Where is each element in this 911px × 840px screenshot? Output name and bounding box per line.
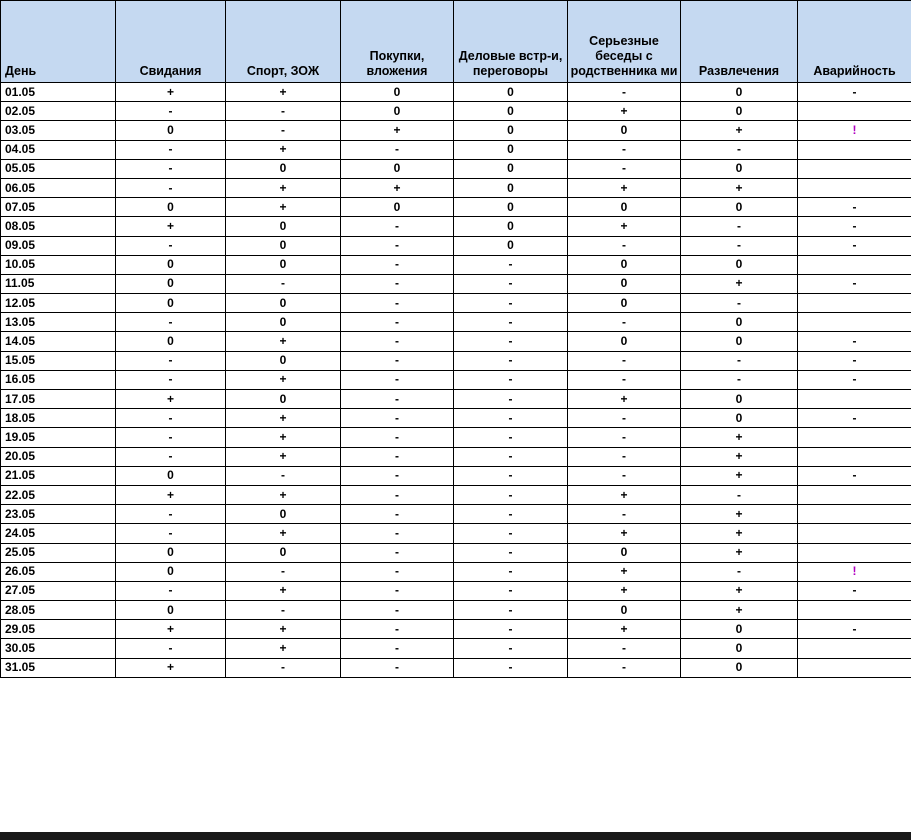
cell-talks[interactable]: 0 <box>568 198 681 217</box>
table-row <box>1 140 911 159</box>
cell-business[interactable]: 0 <box>454 198 568 217</box>
cell-day[interactable]: 25.05 <box>1 543 116 562</box>
cell-shopping[interactable]: - <box>341 390 454 409</box>
cell-dates[interactable]: - <box>116 102 226 121</box>
cell-fun[interactable]: + <box>681 543 798 562</box>
header-dates[interactable]: Свидания <box>116 1 226 83</box>
cell-dates[interactable]: 0 <box>116 294 226 313</box>
cell-sport[interactable]: + <box>226 409 341 428</box>
cell-shopping[interactable]: - <box>341 505 454 524</box>
cell-fun[interactable]: + <box>681 447 798 466</box>
cell-fun[interactable]: + <box>681 601 798 620</box>
cell-business[interactable]: 0 <box>454 178 568 197</box>
cell-shopping[interactable]: - <box>341 140 454 159</box>
cell-accidents[interactable]: - <box>798 370 911 389</box>
cell-sport[interactable]: 0 <box>226 351 341 370</box>
cell-shopping[interactable]: - <box>341 274 454 293</box>
cell-dates[interactable]: + <box>116 390 226 409</box>
cell-day[interactable]: 22.05 <box>1 485 116 504</box>
cell-shopping[interactable]: 0 <box>341 83 454 102</box>
cell-accidents[interactable]: - <box>798 236 911 255</box>
cell-sport[interactable]: - <box>226 601 341 620</box>
cell-business[interactable]: - <box>454 562 568 581</box>
table-row <box>1 505 911 524</box>
table-row <box>1 620 911 639</box>
cell-shopping[interactable]: - <box>341 466 454 485</box>
header-accidents[interactable]: Аварийность <box>798 1 911 83</box>
cell-talks[interactable]: - <box>568 351 681 370</box>
cell-shopping[interactable]: - <box>341 524 454 543</box>
cell-dates[interactable]: - <box>116 524 226 543</box>
cell-talks[interactable]: - <box>568 313 681 332</box>
cell-shopping[interactable]: - <box>341 428 454 447</box>
header-talks[interactable]: Серьезные беседы с родственника ми <box>568 1 681 83</box>
cell-dates[interactable]: - <box>116 639 226 658</box>
cell-sport[interactable]: + <box>226 370 341 389</box>
cell-fun[interactable]: - <box>681 217 798 236</box>
cell-fun[interactable]: - <box>681 351 798 370</box>
cell-sport[interactable]: + <box>226 639 341 658</box>
table-row <box>1 485 911 504</box>
cell-dates[interactable]: - <box>116 178 226 197</box>
cell-fun[interactable]: 0 <box>681 83 798 102</box>
cell-business[interactable]: - <box>454 658 568 677</box>
cell-fun[interactable]: 0 <box>681 620 798 639</box>
cell-fun[interactable]: - <box>681 294 798 313</box>
cell-accidents[interactable]: - <box>798 409 911 428</box>
cell-dates[interactable]: - <box>116 140 226 159</box>
cell-day[interactable]: 18.05 <box>1 409 116 428</box>
cell-day[interactable]: 03.05 <box>1 121 116 140</box>
cell-talks[interactable]: - <box>568 447 681 466</box>
cell-talks[interactable]: - <box>568 370 681 389</box>
table-row <box>1 351 911 370</box>
table-row <box>1 447 911 466</box>
cell-business[interactable]: - <box>454 313 568 332</box>
cell-dates[interactable]: - <box>116 581 226 600</box>
header-fun[interactable]: Развлечения <box>681 1 798 83</box>
cell-fun[interactable]: 0 <box>681 390 798 409</box>
cell-business[interactable]: - <box>454 485 568 504</box>
header-business[interactable]: Деловые встр-и, переговоры <box>454 1 568 83</box>
cell-talks[interactable]: + <box>568 524 681 543</box>
table-row <box>1 543 911 562</box>
cell-business[interactable]: - <box>454 620 568 639</box>
cell-accidents[interactable] <box>798 485 911 504</box>
cell-accidents[interactable] <box>798 294 911 313</box>
cell-dates[interactable]: + <box>116 217 226 236</box>
cell-accidents[interactable]: ! <box>798 121 911 140</box>
cell-fun[interactable]: + <box>681 274 798 293</box>
cell-fun[interactable]: - <box>681 140 798 159</box>
cell-shopping[interactable]: - <box>341 658 454 677</box>
cell-business[interactable]: 0 <box>454 236 568 255</box>
cell-day[interactable]: 27.05 <box>1 581 116 600</box>
cell-day[interactable]: 15.05 <box>1 351 116 370</box>
cell-dates[interactable]: 0 <box>116 562 226 581</box>
cell-shopping[interactable]: - <box>341 620 454 639</box>
cell-talks[interactable]: - <box>568 83 681 102</box>
cell-accidents[interactable] <box>798 639 911 658</box>
cell-day[interactable]: 28.05 <box>1 601 116 620</box>
cell-sport[interactable]: - <box>226 658 341 677</box>
cell-talks[interactable]: - <box>568 140 681 159</box>
cell-accidents[interactable]: - <box>798 217 911 236</box>
bottom-bar <box>0 832 911 840</box>
cell-shopping[interactable]: - <box>341 255 454 274</box>
header-shopping[interactable]: Покупки, вложения <box>341 1 454 83</box>
cell-business[interactable]: - <box>454 351 568 370</box>
cell-dates[interactable]: - <box>116 409 226 428</box>
cell-talks[interactable]: - <box>568 428 681 447</box>
cell-business[interactable]: - <box>454 274 568 293</box>
table-row <box>1 159 911 178</box>
cell-sport[interactable]: - <box>226 102 341 121</box>
cell-day[interactable]: 10.05 <box>1 255 116 274</box>
cell-dates[interactable]: 0 <box>116 466 226 485</box>
cell-fun[interactable]: + <box>681 581 798 600</box>
cell-shopping[interactable]: + <box>341 178 454 197</box>
cell-business[interactable]: 0 <box>454 83 568 102</box>
cell-day[interactable]: 16.05 <box>1 370 116 389</box>
cell-day[interactable]: 31.05 <box>1 658 116 677</box>
cell-talks[interactable]: + <box>568 217 681 236</box>
cell-shopping[interactable]: - <box>341 351 454 370</box>
cell-day[interactable]: 12.05 <box>1 294 116 313</box>
cell-accidents[interactable]: - <box>798 466 911 485</box>
cell-business[interactable]: - <box>454 543 568 562</box>
cell-fun[interactable]: 0 <box>681 159 798 178</box>
cell-sport[interactable]: + <box>226 83 341 102</box>
cell-fun[interactable]: - <box>681 562 798 581</box>
cell-sport[interactable]: + <box>226 178 341 197</box>
cell-day[interactable]: 30.05 <box>1 639 116 658</box>
table-row <box>1 294 911 313</box>
cell-sport[interactable]: 0 <box>226 313 341 332</box>
table-row <box>1 178 911 197</box>
cell-shopping[interactable]: - <box>341 639 454 658</box>
cell-accidents[interactable]: - <box>798 332 911 351</box>
cell-talks[interactable]: + <box>568 390 681 409</box>
cell-accidents[interactable] <box>798 313 911 332</box>
cell-accidents[interactable] <box>798 140 911 159</box>
cell-talks[interactable]: + <box>568 581 681 600</box>
cell-day[interactable]: 08.05 <box>1 217 116 236</box>
cell-dates[interactable]: - <box>116 159 226 178</box>
cell-dates[interactable]: 0 <box>116 274 226 293</box>
cell-accidents[interactable]: - <box>798 83 911 102</box>
cell-shopping[interactable]: + <box>341 121 454 140</box>
cell-dates[interactable]: - <box>116 351 226 370</box>
cell-fun[interactable]: + <box>681 505 798 524</box>
cell-talks[interactable]: 0 <box>568 294 681 313</box>
cell-sport[interactable]: 0 <box>226 294 341 313</box>
cell-shopping[interactable]: - <box>341 485 454 504</box>
cell-dates[interactable]: - <box>116 505 226 524</box>
cell-sport[interactable]: + <box>226 447 341 466</box>
cell-business[interactable]: - <box>454 428 568 447</box>
cell-day[interactable]: 09.05 <box>1 236 116 255</box>
cell-sport[interactable]: 0 <box>226 217 341 236</box>
cell-talks[interactable]: + <box>568 562 681 581</box>
cell-business[interactable]: 0 <box>454 121 568 140</box>
cell-sport[interactable]: 0 <box>226 543 341 562</box>
cell-shopping[interactable]: - <box>341 332 454 351</box>
cell-accidents[interactable] <box>798 524 911 543</box>
cell-sport[interactable]: - <box>226 466 341 485</box>
cell-fun[interactable]: 0 <box>681 313 798 332</box>
cell-accidents[interactable]: - <box>798 351 911 370</box>
cell-shopping[interactable]: - <box>341 236 454 255</box>
table-row <box>1 581 911 600</box>
cell-sport[interactable]: 0 <box>226 159 341 178</box>
cell-accidents[interactable] <box>798 428 911 447</box>
cell-shopping[interactable]: 0 <box>341 198 454 217</box>
table-row <box>1 466 911 485</box>
cell-talks[interactable]: + <box>568 178 681 197</box>
cell-accidents[interactable] <box>798 178 911 197</box>
cell-sport[interactable]: + <box>226 140 341 159</box>
cell-shopping[interactable]: - <box>341 543 454 562</box>
cell-sport[interactable]: - <box>226 274 341 293</box>
header-sport[interactable]: Спорт, ЗОЖ <box>226 1 341 83</box>
table-row-last <box>1 658 911 677</box>
cell-accidents[interactable] <box>798 102 911 121</box>
cell-sport[interactable]: + <box>226 485 341 504</box>
cell-fun[interactable]: + <box>681 428 798 447</box>
cell-talks[interactable]: 0 <box>568 274 681 293</box>
cell-business[interactable]: 0 <box>454 140 568 159</box>
cell-business[interactable]: - <box>454 255 568 274</box>
cell-business[interactable]: - <box>454 601 568 620</box>
cell-shopping[interactable]: - <box>341 581 454 600</box>
cell-accidents[interactable] <box>798 390 911 409</box>
cell-dates[interactable]: + <box>116 485 226 504</box>
cell-sport[interactable]: + <box>226 332 341 351</box>
table-row <box>1 217 911 236</box>
cell-dates[interactable]: - <box>116 428 226 447</box>
cell-business[interactable]: - <box>454 466 568 485</box>
cell-day[interactable]: 14.05 <box>1 332 116 351</box>
table-row <box>1 390 911 409</box>
cell-sport[interactable]: + <box>226 198 341 217</box>
header-day[interactable]: День <box>1 1 116 83</box>
cell-talks[interactable]: - <box>568 505 681 524</box>
cell-talks[interactable]: 0 <box>568 543 681 562</box>
cell-business[interactable]: - <box>454 409 568 428</box>
table-row <box>1 639 911 658</box>
table-row <box>1 562 911 581</box>
cell-business[interactable]: - <box>454 390 568 409</box>
cell-accidents[interactable] <box>798 601 911 620</box>
cell-sport[interactable]: 0 <box>226 236 341 255</box>
cell-day[interactable]: 19.05 <box>1 428 116 447</box>
table-row <box>1 370 911 389</box>
table-row <box>1 601 911 620</box>
cell-business[interactable]: - <box>454 447 568 466</box>
cell-accidents[interactable] <box>798 447 911 466</box>
cell-dates[interactable]: 0 <box>116 543 226 562</box>
cell-sport[interactable]: + <box>226 524 341 543</box>
cell-dates[interactable]: + <box>116 83 226 102</box>
cell-dates[interactable]: + <box>116 620 226 639</box>
cell-dates[interactable]: 0 <box>116 255 226 274</box>
cell-business[interactable]: - <box>454 524 568 543</box>
table-row <box>1 428 911 447</box>
table-row <box>1 198 911 217</box>
cell-business[interactable]: - <box>454 294 568 313</box>
cell-day[interactable]: 02.05 <box>1 102 116 121</box>
cell-accidents[interactable] <box>798 159 911 178</box>
cell-shopping[interactable]: 0 <box>341 159 454 178</box>
cell-accidents[interactable] <box>798 543 911 562</box>
cell-talks[interactable]: 0 <box>568 332 681 351</box>
cell-talks[interactable]: - <box>568 639 681 658</box>
cell-fun[interactable]: - <box>681 370 798 389</box>
cell-fun[interactable]: + <box>681 524 798 543</box>
cell-business[interactable]: 0 <box>454 102 568 121</box>
cell-accidents[interactable]: - <box>798 274 911 293</box>
cell-business[interactable]: - <box>454 639 568 658</box>
cell-day[interactable]: 01.05 <box>1 83 116 102</box>
cell-day[interactable]: 17.05 <box>1 390 116 409</box>
cell-fun[interactable]: - <box>681 236 798 255</box>
cell-talks[interactable]: + <box>568 102 681 121</box>
cell-talks[interactable]: + <box>568 620 681 639</box>
cell-accidents[interactable]: ! <box>798 562 911 581</box>
cell-fun[interactable]: - <box>681 485 798 504</box>
cell-fun[interactable]: + <box>681 178 798 197</box>
cell-fun[interactable]: 0 <box>681 639 798 658</box>
cell-sport[interactable]: + <box>226 428 341 447</box>
cell-day[interactable]: 29.05 <box>1 620 116 639</box>
cell-fun[interactable]: 0 <box>681 658 798 677</box>
cell-fun[interactable]: 0 <box>681 102 798 121</box>
cell-shopping[interactable]: - <box>341 370 454 389</box>
table-row <box>1 102 911 121</box>
cell-accidents[interactable]: - <box>798 198 911 217</box>
table-row <box>1 332 911 351</box>
cell-shopping[interactable]: - <box>341 601 454 620</box>
cell-fun[interactable]: 0 <box>681 255 798 274</box>
cell-fun[interactable]: + <box>681 466 798 485</box>
cell-accidents[interactable] <box>798 255 911 274</box>
table-row <box>1 83 911 102</box>
cell-day[interactable]: 23.05 <box>1 505 116 524</box>
table-row <box>1 121 911 140</box>
cell-dates[interactable]: 0 <box>116 601 226 620</box>
cell-shopping[interactable]: - <box>341 217 454 236</box>
cell-talks[interactable]: 0 <box>568 255 681 274</box>
cell-talks[interactable]: - <box>568 658 681 677</box>
table-row <box>1 409 911 428</box>
table-body <box>1 83 911 678</box>
cell-day[interactable]: 24.05 <box>1 524 116 543</box>
cell-day[interactable]: 06.05 <box>1 178 116 197</box>
cell-day[interactable]: 04.05 <box>1 140 116 159</box>
cell-dates[interactable]: 0 <box>116 198 226 217</box>
cell-business[interactable]: 0 <box>454 159 568 178</box>
cell-talks[interactable]: 0 <box>568 601 681 620</box>
cell-business[interactable]: - <box>454 370 568 389</box>
cell-business[interactable]: - <box>454 581 568 600</box>
table-row <box>1 274 911 293</box>
cell-fun[interactable]: 0 <box>681 409 798 428</box>
cell-day[interactable]: 20.05 <box>1 447 116 466</box>
cell-day[interactable]: 26.05 <box>1 562 116 581</box>
cell-shopping[interactable]: - <box>341 409 454 428</box>
cell-business[interactable]: - <box>454 505 568 524</box>
cell-dates[interactable]: 0 <box>116 332 226 351</box>
cell-day[interactable]: 21.05 <box>1 466 116 485</box>
cell-sport[interactable]: + <box>226 581 341 600</box>
cell-business[interactable]: - <box>454 332 568 351</box>
cell-day[interactable]: 11.05 <box>1 274 116 293</box>
cell-dates[interactable]: - <box>116 370 226 389</box>
cell-shopping[interactable]: 0 <box>341 102 454 121</box>
table-row <box>1 313 911 332</box>
cell-dates[interactable]: - <box>116 313 226 332</box>
table-row <box>1 255 911 274</box>
cell-business[interactable]: 0 <box>454 217 568 236</box>
cell-sport[interactable]: 0 <box>226 505 341 524</box>
cell-dates[interactable]: + <box>116 658 226 677</box>
cell-sport[interactable]: + <box>226 620 341 639</box>
cell-accidents[interactable]: - <box>798 581 911 600</box>
header-row <box>1 1 911 83</box>
cell-shopping[interactable]: - <box>341 294 454 313</box>
cell-talks[interactable]: - <box>568 409 681 428</box>
cell-shopping[interactable]: - <box>341 562 454 581</box>
cell-sport[interactable]: 0 <box>226 255 341 274</box>
cell-day[interactable]: 13.05 <box>1 313 116 332</box>
cell-dates[interactable]: - <box>116 236 226 255</box>
cell-accidents[interactable]: - <box>798 620 911 639</box>
cell-sport[interactable]: - <box>226 121 341 140</box>
cell-talks[interactable]: - <box>568 236 681 255</box>
cell-shopping[interactable]: - <box>341 313 454 332</box>
table-row <box>1 236 911 255</box>
cell-dates[interactable]: 0 <box>116 121 226 140</box>
cell-talks[interactable]: - <box>568 466 681 485</box>
cell-day[interactable]: 05.05 <box>1 159 116 178</box>
cell-shopping[interactable]: - <box>341 447 454 466</box>
cell-talks[interactable]: + <box>568 485 681 504</box>
cell-fun[interactable]: 0 <box>681 332 798 351</box>
cell-day[interactable]: 07.05 <box>1 198 116 217</box>
cell-accidents[interactable] <box>798 505 911 524</box>
cell-accidents[interactable] <box>798 658 911 677</box>
cell-dates[interactable]: - <box>116 447 226 466</box>
cell-talks[interactable]: - <box>568 159 681 178</box>
cell-sport[interactable]: - <box>226 562 341 581</box>
cell-fun[interactable]: 0 <box>681 198 798 217</box>
cell-talks[interactable]: 0 <box>568 121 681 140</box>
cell-fun[interactable]: + <box>681 121 798 140</box>
cell-sport[interactable]: 0 <box>226 390 341 409</box>
table-row <box>1 524 911 543</box>
